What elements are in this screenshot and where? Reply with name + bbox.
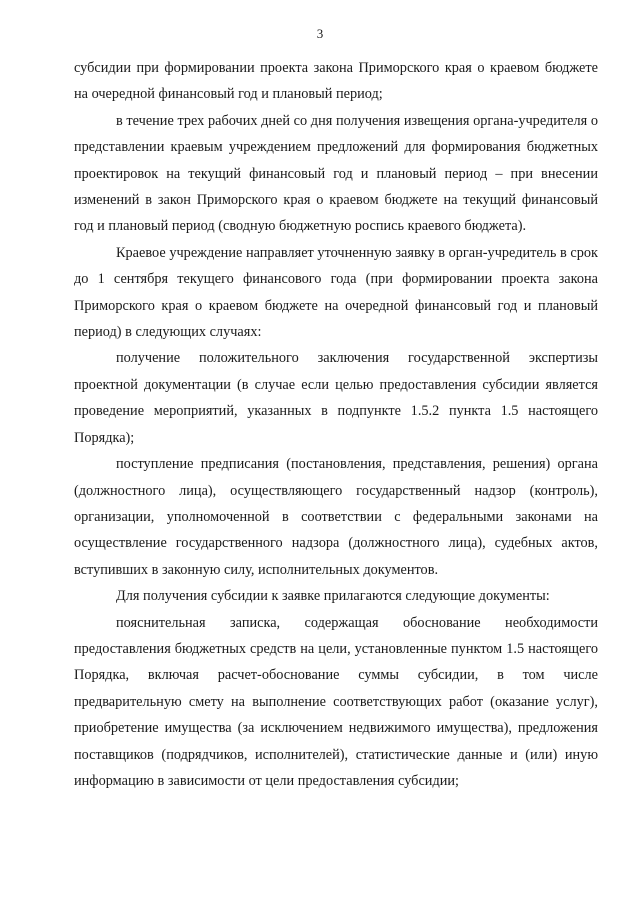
- paragraph: пояснительная записка, содержащая обоснование необходимости предоставления бюджетных средств на цели, установленные пунктом 1.5 настоящего Порядка, включая расчет-обоснование суммы субсидии, в том числе предварительную смету на выполнение соответствующих работ (оказание услуг), приобретение имущества (за исключением недвижимого имущества), предложения поставщиков (подрядчиков, исполнителей), статистические данные и (или) иную информацию в зависимости от цели предоставления субсидии;: [74, 614, 598, 789]
- paragraph: Краевое учреждение направляет уточненную заявку в орган-учредитель в срок до 1 сентября текущего финансового года (при формировании проекта закона Приморского края о краевом бюджете на очередной финансовый год и плановый период) в следующих случаях:: [74, 244, 598, 341]
- paragraph: субсидии при формировании проекта закона Приморского края о краевом бюджете на очередной финансовый год и плановый период;: [74, 60, 598, 103]
- page-number: 3: [316, 26, 324, 41]
- paragraph: получение положительного заключения государственной экспертизы проектной документации (в случае если целью предоставления субсидии является проведение мероприятий, указанных в подпункте 1.5.2 пункта 1.5 настоящего Порядка);: [74, 350, 598, 446]
- paragraph: Для получения субсидии к заявке прилагаются следующие документы:: [116, 588, 550, 605]
- paragraph: поступление предписания (постановления, представления, решения) органа (должностного лица), осуществляющего государственный надзор (контроль), организации, уполномоченной в соответствии с федеральными законами на осуществление государственного надзора (должностного лица), судебных актов, вступивших в законную силу, исполнительных документов.: [74, 456, 598, 578]
- paragraph: в течение трех рабочих дней со дня получения извещения органа-учредителя о представлении краевым учреждением предложений для формирования бюджетных проектировок на текущий финансовый год и плановый период – при внесении изменений в закон Приморского края о краевом бюджете на текущий финансовый год и плановый период (сводную бюджетную роспись краевого бюджета).: [74, 112, 598, 235]
- document-body: [74, 55, 598, 794]
